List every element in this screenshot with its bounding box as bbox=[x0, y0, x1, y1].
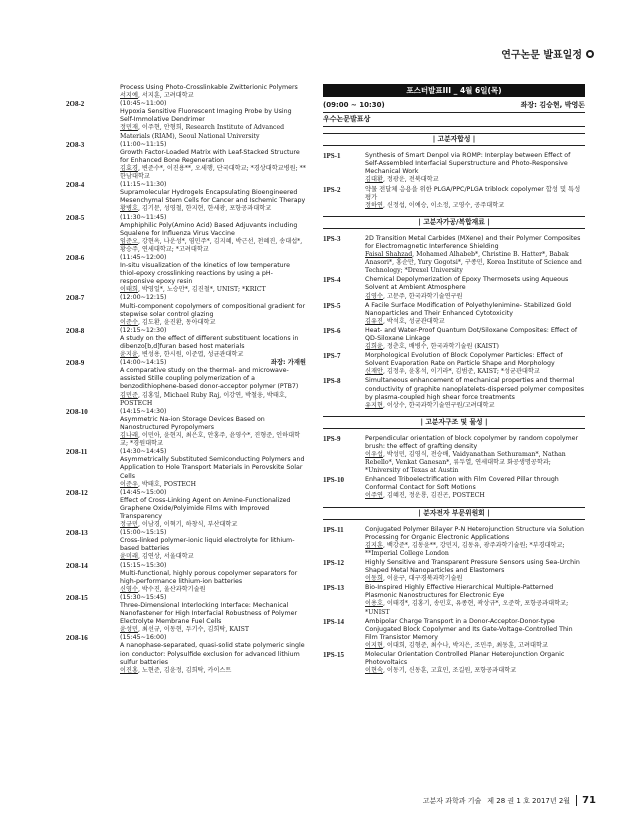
entry-time-row bbox=[120, 489, 306, 497]
entry-body bbox=[365, 377, 585, 409]
entry-title: Hypoxia Sensitive Fluorescent Imaging Probe by Using Self-Immolative Dendrimer bbox=[120, 108, 292, 124]
entry-body bbox=[365, 152, 585, 184]
entry-code: 1PS-9 bbox=[323, 434, 341, 443]
author-text: , 이민아, 윤현지, 최은호, 안홍주, 윤영수*, 진형준, 인하대학교; *경원대학교 bbox=[120, 432, 301, 448]
entry-body bbox=[120, 634, 306, 674]
entry-time: (12:15~12:30) bbox=[120, 326, 167, 334]
entry-title: In-situ visualization of the kinetics of low temperature thiol-epoxy crosslinking reactions by using a pH-responsive epoxy resin bbox=[120, 262, 290, 286]
author-text: , 이태경*, 김홍기, 송민호, 유종현, 곽상규*, 오준학, 포항공과대학교; *UNIST bbox=[365, 600, 569, 616]
entry-title: Enhanced Triboelectrification with Film Covered Pillar through Conformal Contact for Soft Motions bbox=[365, 476, 559, 492]
entry-title: Simultaneous enhancement of mechanical properties and thermal conductivity of graphite nanoplatelets-dispersed polymer composites by plasma-coupled high shear force treatments bbox=[365, 377, 585, 401]
entry-title: Multi-functional, highly porous copolymer separators for high-performance lithium-ion batteries bbox=[120, 569, 298, 585]
presenter-name: 이지현 bbox=[365, 641, 383, 649]
author-text: , 이동기, 신동훈, 고효민, 조길원, 포항공과대학교 bbox=[382, 667, 517, 675]
program-entry bbox=[66, 489, 306, 529]
entry-code: 1PS-13 bbox=[323, 584, 344, 593]
author-text: , 이남경, 이혁기, 하창식, 부산대학교 bbox=[137, 521, 238, 529]
program-entry bbox=[66, 529, 306, 561]
entry-body bbox=[365, 186, 585, 210]
poster-entry bbox=[323, 152, 585, 184]
circle-icon bbox=[586, 50, 594, 58]
entry-body bbox=[365, 559, 585, 583]
entry-code: 2O8-4 bbox=[66, 181, 85, 190]
entry-title: Ambipolar Charge Transport in a Donor-Acceptor-Donor-type Conjugated Block Copolymer and Its Gate-Voltage-Controlled Thin Film Transistor Memory bbox=[365, 617, 573, 641]
entry-title: Conjugated Polymer Bilayer P-N Heterojunction Structure via Solution Processing for Organic Electronic Applications bbox=[365, 525, 584, 541]
poster-entry bbox=[323, 559, 585, 583]
author-text: , 최선규, 이동현, 두기수, 김희탁, KAIST bbox=[137, 626, 249, 634]
entry-title: Asymmetric Na-ion Storage Devices Based on Nanostructured Pyropolymers bbox=[120, 415, 265, 431]
entry-code: 2O8-2 bbox=[66, 100, 85, 109]
author-text: , 이윤구, 대구경북과학기술원 bbox=[382, 575, 463, 583]
author-text: , 박영일*, 노승만*, 김진철*, UNIST; *KRICT bbox=[137, 286, 266, 294]
entry-code: 2O8-5 bbox=[66, 213, 85, 222]
entry-code: 1PS-1 bbox=[323, 152, 341, 161]
entry-time-row bbox=[120, 327, 306, 335]
entry-authors bbox=[120, 432, 306, 448]
entry-body bbox=[365, 651, 585, 675]
entry-title: Supramolecular Hydrogels Encapsulating Bioengineered Mesenchymal Stem Cells for Cancer and Ischemic Therapy bbox=[120, 189, 306, 205]
entry-time: (15:30~15:45) bbox=[120, 593, 167, 601]
entry-time: (14:15~14:30) bbox=[120, 407, 167, 415]
entry-code: 1PS-7 bbox=[323, 352, 341, 361]
presenter-name: 김영수 bbox=[365, 292, 383, 300]
entry-body bbox=[120, 327, 306, 359]
category-header: | 고분자구조 및 물성 | bbox=[323, 416, 585, 429]
poster-entry bbox=[323, 526, 585, 558]
entry-time-row bbox=[120, 359, 306, 367]
entry-title: Three-Dimensional Interlocking Interface: Mechanical Nanofastener for High Interfacial Robustness of Polymer Electrolyte Membrane Fuel Cells bbox=[120, 602, 298, 626]
entry-time-row bbox=[120, 141, 306, 149]
entry-body bbox=[120, 529, 306, 561]
program-entry bbox=[66, 141, 306, 181]
entry-time-row bbox=[120, 408, 306, 416]
poster-entry bbox=[323, 584, 585, 616]
program-entry bbox=[66, 100, 306, 140]
entry-code: 2O8-3 bbox=[66, 140, 85, 149]
presenter-name: 이우섭 bbox=[365, 451, 383, 458]
entry-time: (11:45~12:00) bbox=[120, 253, 167, 261]
presenter-name: 김희윤 bbox=[365, 343, 383, 351]
program-entry bbox=[66, 359, 306, 408]
entry-title: Synthesis of Smart Denpol via ROMP: Interplay between Effect of Self-Assembled Interfacial Superstructure and Photo-Responsive Mechanical Work bbox=[365, 152, 571, 176]
entry-title: A Facile Surface Modification of Polyethylenimine- Stabilized Gold Nanoparticles and Their Enhanced Cytotoxicity bbox=[365, 301, 572, 317]
entry-body bbox=[365, 526, 585, 558]
entry-code: 1PS-8 bbox=[323, 377, 341, 386]
author-text: , 정춘호, 배병수, 한국과학기술원 (KAIST) bbox=[382, 343, 499, 351]
presenter-name: 김대환 bbox=[365, 176, 383, 184]
session-time: (09:00 ~ 10:30) bbox=[323, 101, 385, 109]
footer-journal: 고분자 과학과 기술 bbox=[422, 796, 482, 805]
entry-code: 2O8-16 bbox=[66, 634, 88, 643]
session-time-row bbox=[323, 101, 585, 113]
poster-entry bbox=[323, 618, 585, 650]
author-text: , 김혜진, 정운룡, 김진곤, POSTECH bbox=[382, 492, 485, 500]
entry-code: 2O8-7 bbox=[66, 294, 85, 303]
entry-authors bbox=[365, 542, 585, 558]
entry-authors bbox=[365, 202, 585, 210]
entry-time: (14:30~14:45) bbox=[120, 448, 167, 456]
entry-body bbox=[365, 302, 585, 326]
entry-code: 2O8-9 bbox=[66, 359, 85, 368]
entry-title: Heat- and Water-Proof Quantum Dot/Siloxane Composites: Effect of QD-Siloxane Linkage bbox=[365, 326, 578, 342]
presenter-name: 이주연 bbox=[365, 492, 383, 500]
author-text: , 변준수*, 이진용**, 오세행, 단국대학교; *경상대학교병원; **한남대학교 bbox=[120, 164, 306, 181]
entry-time: (11:15~11:30) bbox=[120, 181, 167, 189]
entry-time-row bbox=[120, 448, 306, 456]
entry-body bbox=[120, 141, 306, 181]
program-entry bbox=[66, 408, 306, 448]
lead-entry bbox=[66, 84, 306, 100]
presenter-name: Faisal Shahzad bbox=[365, 251, 413, 259]
entry-authors bbox=[365, 492, 585, 500]
author-text: , 이상수, 한국과학기술연구원/고려대학교 bbox=[382, 401, 495, 409]
presenter-name: 김민준 bbox=[120, 391, 138, 399]
program-entry bbox=[66, 214, 306, 254]
entry-authors bbox=[120, 667, 306, 675]
entry-code: 1PS-6 bbox=[323, 326, 341, 335]
entry-body bbox=[120, 214, 306, 254]
entry-code: 2O8-12 bbox=[66, 488, 88, 497]
entry-title: Perpendicular orientation of block copolymer by random copolymer brush: the effect of grafting density bbox=[365, 434, 579, 450]
page-footer bbox=[423, 795, 596, 806]
entry-code: 1PS-2 bbox=[323, 185, 341, 194]
entry-authors bbox=[365, 293, 585, 301]
entry-code: 1PS-10 bbox=[323, 476, 344, 485]
entry-body bbox=[120, 359, 306, 408]
presenter-name: 정민재 bbox=[120, 124, 138, 132]
entry-authors bbox=[120, 124, 306, 140]
poster-entry bbox=[323, 435, 585, 475]
author-text: , 박태호, POSTECH bbox=[137, 480, 196, 488]
entry-title: Morphological Evolution of Block Copolymer Particles: Effect of Solvent Evaporation Rate on Particle Shape and Morphology bbox=[365, 352, 563, 368]
entry-title: Effect of Cross-Linking Agent on Amine-Functionalized Graphene Oxide/Polyimide Films with Improved Transparency bbox=[120, 496, 291, 520]
entry-time-row bbox=[120, 100, 306, 108]
author-text: , Mohamed Alhabeb*, Christine B. Hatter*, Babak Anasori*, 홍순만, Yury Gogotsi*, 구종민, Korea Institute of Science and Technology; *Drexel University bbox=[365, 251, 582, 275]
entry-authors bbox=[120, 238, 306, 254]
entry-chair: 좌장: 가재원 bbox=[270, 359, 306, 367]
entry-authors bbox=[120, 521, 306, 529]
entry-title: Chemical Depolymerization of Epoxy Thermosets using Aqueous Solvent at Ambient Atmosphere bbox=[365, 276, 569, 292]
presenter-name: 윤성민 bbox=[120, 626, 138, 634]
poster-entry bbox=[323, 186, 585, 210]
entry-title: Cross-linked polymer-ionic liquid electrolyte for lithium-based batteries bbox=[120, 537, 295, 553]
entry-authors bbox=[365, 402, 585, 410]
poster-entry bbox=[323, 476, 585, 500]
entry-title: Highly Sensitive and Transparent Pressure Sensors using Sea-Urchin Shaped Metal Nanoparticles and Elastomers bbox=[365, 558, 580, 575]
entry-code: 2O8-8 bbox=[66, 326, 85, 335]
entry-authors bbox=[365, 600, 585, 616]
entry-code: 2O8-11 bbox=[66, 448, 88, 457]
entry-body bbox=[365, 618, 585, 650]
entry-code: 1PS-5 bbox=[323, 301, 341, 310]
entry-authors bbox=[120, 351, 306, 359]
entry-time-row bbox=[120, 181, 306, 189]
entry-body bbox=[365, 235, 585, 275]
category-header: | 고분자합성 | bbox=[323, 133, 585, 146]
poster-entry bbox=[323, 327, 585, 351]
entry-title: Bio-Inspired Highly Effective Hierarchical Multiple-Patterned Plasmonic Nanostructures for Electronic Eye bbox=[365, 584, 554, 600]
entry-time: (15:45~16:00) bbox=[120, 634, 167, 642]
presenter-name: 이용호 bbox=[365, 600, 383, 608]
presenter-name: 서지예 bbox=[120, 92, 138, 100]
entry-time-row bbox=[120, 562, 306, 570]
entry-code: 2O8-15 bbox=[66, 593, 88, 602]
session-band: 포스터발표III _ 4월 6일(목) bbox=[323, 84, 585, 97]
entry-authors bbox=[120, 286, 306, 294]
presenter-name: 윤미래 bbox=[120, 553, 138, 561]
entry-title: Growth Factor-Loaded Matrix with Leaf-Stacked Structure for Enhanced Bone Regeneration bbox=[120, 148, 300, 164]
page-number: 71 bbox=[576, 795, 596, 806]
entry-body bbox=[120, 489, 306, 529]
entry-time: (14:00~14:15) bbox=[120, 359, 167, 367]
session-name: 우수논문발표상 bbox=[323, 115, 585, 127]
entry-time-row bbox=[120, 594, 306, 602]
presenter-name: 김지훈 bbox=[365, 541, 383, 549]
entry-authors bbox=[365, 642, 585, 650]
entry-body bbox=[120, 294, 306, 326]
entry-time-row bbox=[120, 214, 306, 222]
entry-body bbox=[120, 408, 306, 448]
entry-authors bbox=[365, 343, 585, 351]
entry-time: (11:00~11:15) bbox=[120, 140, 167, 148]
footer-issue: 제 28 권 1 호 2017년 2월 bbox=[487, 796, 571, 805]
program-entry bbox=[66, 594, 306, 634]
poster-entry bbox=[323, 276, 585, 300]
author-text: , 김연상, 서울대학교 bbox=[137, 553, 194, 561]
author-text: , 노현준, 김윤정, 김희탁, 카이스트 bbox=[137, 666, 232, 674]
author-text: , 김홍일, Michael Ruby Raj, 이강연, 박철웅, 박태호, POSTECH bbox=[120, 391, 287, 407]
entry-code: 1PS-11 bbox=[323, 525, 344, 534]
entry-body bbox=[365, 352, 585, 376]
entry-title: 2D Transition Metal Carbides (MXene) and their Polymer Composites for Electromagnetic Interference Shielding bbox=[365, 234, 581, 250]
presenter-name: 신재안 bbox=[365, 368, 383, 376]
entry-code: 2O8-6 bbox=[66, 253, 85, 262]
poster-entry bbox=[323, 235, 585, 275]
entry-body bbox=[365, 584, 585, 616]
entry-time: (15:00~15:15) bbox=[120, 529, 167, 537]
entry-code: 1PS-12 bbox=[323, 558, 344, 567]
entry-title: A nanophase-separated, quasi-solid state polymeric single ion conductor: Polysulfide exclusion for advanced lithium sulfur batteries bbox=[120, 642, 305, 666]
entry-code: 2O8-10 bbox=[66, 407, 88, 416]
entry-time-row bbox=[120, 294, 306, 302]
program-entry bbox=[66, 254, 306, 294]
session-chair: 좌장: 김승현, 박영돈 bbox=[520, 101, 585, 109]
presenter-name: 김유진 bbox=[365, 317, 383, 325]
entry-title: A study on the effect of different substituent locations in dibenzo[b,d]furan based host materials bbox=[120, 334, 299, 350]
entry-body bbox=[120, 100, 306, 140]
entry-title: Amphiphilic Poly(Amino Acid) Based Adjuvants including Squalene for Influenza Virus Vaccine bbox=[120, 221, 298, 237]
entry-title: A comparative study on the thermal- and microwave-assisted Stille coupling polymerization of a benzodithiophene-based donor-acceptor polymer (PTB7) bbox=[120, 367, 299, 391]
entry-title: Multi-component copolymers of compositional gradient for stepwise solar control glazing bbox=[120, 302, 306, 318]
presenter-name: 황병호 bbox=[120, 205, 138, 213]
author-text: , 박석호, 성균관대학교 bbox=[382, 317, 445, 325]
entry-code: 1PS-15 bbox=[323, 650, 344, 659]
entry-authors bbox=[365, 667, 585, 675]
presenter-name: 신영수 bbox=[120, 585, 138, 593]
entry-authors bbox=[120, 481, 306, 489]
author-text: , 김도환, 윤진환, 동아대학교 bbox=[137, 318, 216, 326]
presenter-name: 김효경 bbox=[120, 164, 138, 172]
page-header bbox=[501, 46, 594, 61]
program-entry bbox=[66, 448, 306, 488]
entry-authors bbox=[120, 586, 306, 594]
presenter-name: 유지현 bbox=[365, 401, 383, 409]
entry-authors bbox=[365, 451, 585, 475]
program-entry bbox=[66, 562, 306, 594]
entry-title: 약물 전달체 응용을 위한 PLGA/PPC/PLGA triblock copolymer 합성 및 특성 평가 bbox=[365, 185, 581, 201]
author-text: , 이주현, 안형희, Research Institute of Advanced Materials (RIAM), Seoul National University bbox=[120, 124, 285, 140]
entry-authors bbox=[120, 553, 306, 561]
entry-time-row bbox=[120, 529, 306, 537]
author-text: , 김정우, 윤홍석, 이기라*, 김범준, KAIST; *성균관대학교 bbox=[382, 368, 540, 376]
entry-time: (11:30~11:45) bbox=[120, 213, 167, 221]
entry-authors bbox=[120, 165, 306, 181]
poster-entry bbox=[323, 302, 585, 326]
entry-body bbox=[120, 448, 306, 488]
header-title: 연구논문 발표일정 bbox=[501, 50, 582, 61]
category-header: | 고분자가공/복합재료 | bbox=[323, 216, 585, 229]
presenter-name: 이동희 bbox=[365, 575, 383, 583]
presenter-name: 정규민 bbox=[120, 521, 138, 529]
entry-title: Molecular Orientation Controlled Planar Heterojunction Organic Photovoltaics bbox=[365, 650, 565, 667]
author-text: , 서지훈, 고려대학교 bbox=[137, 92, 194, 100]
author-text: , 강현옥, 나운성*, 염민주*, 김지혜, 박근선, 천혜진, 송대섭*, 황승주, 연세대학교; *고려대학교 bbox=[120, 237, 303, 253]
presenter-name: 정하연 bbox=[365, 201, 383, 209]
entry-time-row bbox=[120, 254, 306, 262]
entry-body bbox=[120, 181, 306, 213]
entry-body bbox=[120, 254, 306, 294]
entry-time-row bbox=[120, 634, 306, 642]
entry-title: Process Using Photo-Crosslinkable Zwitterionic Polymers bbox=[120, 84, 298, 91]
author-text: , 정광운, 전북대학교 bbox=[382, 176, 439, 184]
entry-authors bbox=[365, 318, 585, 326]
program-entry bbox=[66, 294, 306, 326]
entry-authors bbox=[365, 176, 585, 184]
entry-body bbox=[365, 435, 585, 475]
author-text: , 김기문, 성영철, 한지현, 한세광, 포항공과대학교 bbox=[137, 205, 272, 213]
entry-code: 2O8-13 bbox=[66, 529, 88, 538]
presenter-name: 윤지윤 bbox=[120, 351, 138, 359]
entry-time: (10:45~11:00) bbox=[120, 100, 167, 108]
left-column bbox=[66, 84, 306, 675]
author-text: , 이대희, 김형준, 최수나, 박지은, 조민주, 최동훈, 고려대학교 bbox=[382, 641, 548, 649]
entry-authors bbox=[365, 251, 585, 275]
entry-authors bbox=[365, 575, 585, 583]
entry-time: (14:45~15:00) bbox=[120, 488, 167, 496]
entry-authors bbox=[120, 392, 306, 408]
poster-entry bbox=[323, 377, 585, 409]
presenter-name: 임준오 bbox=[120, 237, 138, 245]
category-header: | 분자전자 부문위원회 | bbox=[323, 507, 585, 520]
presenter-name: 김나래 bbox=[120, 432, 138, 440]
presenter-name: 이현숙 bbox=[365, 667, 383, 675]
program-entry bbox=[66, 181, 306, 213]
author-text: , 백강준*, 김동윤**, 강민지, 김동유, 광주과학기술원; *부경대학교; **Imperial College London bbox=[365, 541, 565, 557]
presenter-name: 이진홍 bbox=[120, 666, 138, 674]
entry-body bbox=[365, 327, 585, 351]
entry-time: (15:15~15:30) bbox=[120, 561, 167, 569]
entry-body bbox=[120, 594, 306, 634]
author-text: , 박수진, 울산과학기술원 bbox=[137, 585, 206, 593]
program-entry bbox=[66, 634, 306, 674]
entry-body bbox=[365, 476, 585, 500]
entry-authors bbox=[120, 205, 306, 213]
presenter-name: 이준우 bbox=[120, 480, 138, 488]
entry-time: (12:00~12:15) bbox=[120, 294, 167, 302]
author-text: , 변성용, 한시원, 이준엽, 성균관대학교 bbox=[137, 351, 244, 359]
poster-entry bbox=[323, 352, 585, 376]
entry-code: 1PS-4 bbox=[323, 276, 341, 285]
author-text: , 신정섭, 이예승, 이소정, 고영수, 공주대학교 bbox=[382, 201, 505, 209]
entry-authors bbox=[365, 368, 585, 376]
entry-code: 1PS-14 bbox=[323, 617, 344, 626]
entry-code: 2O8-14 bbox=[66, 561, 88, 570]
entry-authors bbox=[120, 92, 306, 100]
entry-body bbox=[365, 276, 585, 300]
entry-authors bbox=[120, 626, 306, 634]
author-text: , 고문주, 한국과학기술연구원 bbox=[382, 292, 463, 300]
author-text: , 박성민, 김영식, 전승배, Vaidyanathan Sethuraman*, Nathan Rebello*, Venkat Ganesan*, 류두열, 연세대학교 화공생명공학과; *University of Texas at Austin bbox=[365, 451, 566, 475]
entry-title: Asymmetrically Substituted Semiconducting Polymers and Application to Hole Transport Materials in Perovskite Solar Cells bbox=[120, 456, 305, 480]
program-entry bbox=[66, 327, 306, 359]
presenter-name: 이준수 bbox=[120, 318, 138, 326]
poster-entry bbox=[323, 651, 585, 675]
entry-code: 1PS-3 bbox=[323, 234, 341, 243]
entry-body bbox=[120, 562, 306, 594]
right-column bbox=[323, 84, 585, 676]
entry-authors bbox=[120, 319, 306, 327]
presenter-name: 이태희 bbox=[120, 286, 138, 294]
